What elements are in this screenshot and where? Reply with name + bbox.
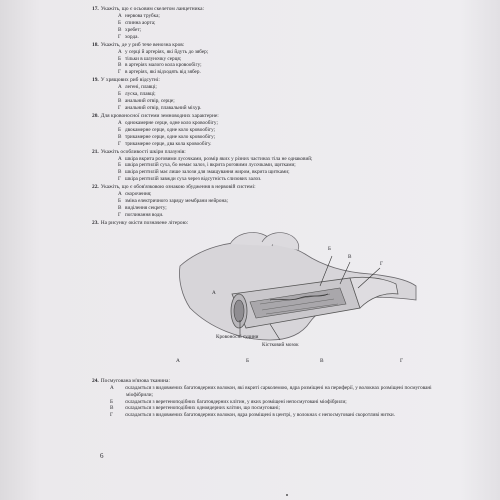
question-text: Укажіть, що є осьовим скелетом ланцетника:: [100, 6, 204, 12]
option-b: Б двокамерне серце, одне коло кровообігу;: [118, 126, 216, 133]
option-a: А однокамерне серце, одне коло кровообігу;: [118, 119, 218, 126]
answer-letter-g: Г: [400, 357, 404, 364]
question-21: [92, 149, 492, 184]
question-text: Укажіть особливості шкіри плазунів:: [100, 148, 186, 155]
question-number: 17.: [92, 6, 99, 12]
label-a: А: [212, 289, 216, 296]
question-text: Укажіть, де у риб тече венозна кров:: [100, 41, 185, 48]
label-b: Б: [328, 245, 331, 252]
option-a: А нервова трубка;: [118, 13, 160, 19]
option-g: Г поглинання води.: [118, 211, 164, 218]
option-b: Б шкіра рептилій суха, бо немає залоз, і вкрита роговими лусочками, щитками;: [118, 162, 296, 169]
option-b: Б луска, плавці;: [118, 91, 156, 98]
question-19: [92, 77, 492, 112]
option-v: В хребет;: [118, 26, 142, 33]
option-g: Г складається з видовжених багатоядерних волокон, ядра розміщені в центрі, у волокнах є непосмуговані скоротливі нитки.: [110, 412, 395, 419]
option-a: А шкіра вкрита роговими лусочками, розмір яких у різних частинах тіла не однаковий;: [118, 155, 313, 162]
option-a: А у серці й артеріях, які йдуть до зябер;: [118, 48, 209, 55]
question-24: [92, 378, 492, 420]
question-text: Посмугована м'язова тканина:: [100, 377, 170, 384]
question-20: [92, 113, 492, 148]
question-number: 18.: [92, 41, 99, 48]
print-mark: [286, 494, 288, 496]
page-number: 6: [100, 452, 104, 460]
answer-letter-a: А: [176, 357, 180, 364]
option-v: В трикамерне серце, одне коло кровообігу;: [118, 133, 216, 140]
option-v: В шкіра рептилій має лише залози для змащування жиром, вкрита щитками;: [118, 169, 290, 176]
label-bone-marrow: Кістковий мозок: [262, 341, 299, 348]
label-v: В: [348, 253, 352, 260]
option-g: Г шкіра рептилій завжди суха через відсутність слизових залоз.: [118, 176, 262, 183]
option-g: Г хорда.: [118, 33, 139, 40]
question-number: 22.: [92, 184, 99, 191]
option-v: В анальний отвір, серце;: [118, 98, 175, 105]
bone-illustration: [170, 228, 420, 353]
bone-structure-figure: [170, 228, 420, 353]
label-vessels: Кровоносні судини: [216, 333, 259, 340]
option-a: А легені, плавці;: [118, 84, 157, 91]
question-18: [92, 42, 492, 77]
option-a: А складається з видовжених багатоядерних волокон, які вкриті сарколемою, ядра розміщені на периферії, у волокнах розміщені посмуговані міофібрили;: [110, 384, 432, 398]
question-number: 20.: [92, 112, 99, 119]
question-22: [92, 184, 492, 219]
option-b: Б зміна електричного заряду мембрани нейрона;: [118, 198, 228, 205]
option-g: Г в артеріях, які відходять від зябер.: [118, 69, 201, 76]
option-b: Б складається з веретеноподібних багатоядерних клітин, у яких розміщені непосмуговані міофібрили;: [110, 398, 347, 405]
option-v: В складається з веретеноподібних одноядерних клітин, що посмуговані;: [110, 405, 280, 412]
option-b: Б тільки в шлуночку серця;: [118, 55, 182, 62]
label-g: Г: [380, 260, 383, 267]
answer-letter-b: Б: [246, 357, 250, 364]
question-number: 21.: [92, 148, 99, 155]
answer-letter-v: В: [320, 357, 324, 364]
option-b: Б спинна аорта;: [118, 19, 156, 26]
option-a: А скорочення;: [118, 191, 152, 198]
question-number: 24.: [92, 377, 99, 384]
question-text: Для кровоносної системи земноводних характерне:: [100, 112, 219, 119]
option-v: В в артеріях малого кола кровообігу;: [118, 62, 202, 69]
question-17: [92, 6, 492, 41]
questions-block: [92, 6, 492, 420]
question-text: Укажіть, що є обов'язковою ознакою збудження в нервовій системі:: [100, 184, 256, 191]
question-number: 19.: [92, 77, 99, 84]
option-v: В виділення секрету;: [118, 204, 167, 211]
question-23: [92, 220, 492, 368]
option-g: Г трикамерне серце, два кола кровообігу.: [118, 140, 212, 147]
question-number: 23.: [92, 219, 99, 226]
option-g: Г анальний отвір, плавальний міхур.: [118, 104, 202, 111]
question-text: На рисунку окістя позначене літерою:: [100, 219, 189, 226]
question-text: У хрящових риб відсутні:: [100, 77, 160, 84]
